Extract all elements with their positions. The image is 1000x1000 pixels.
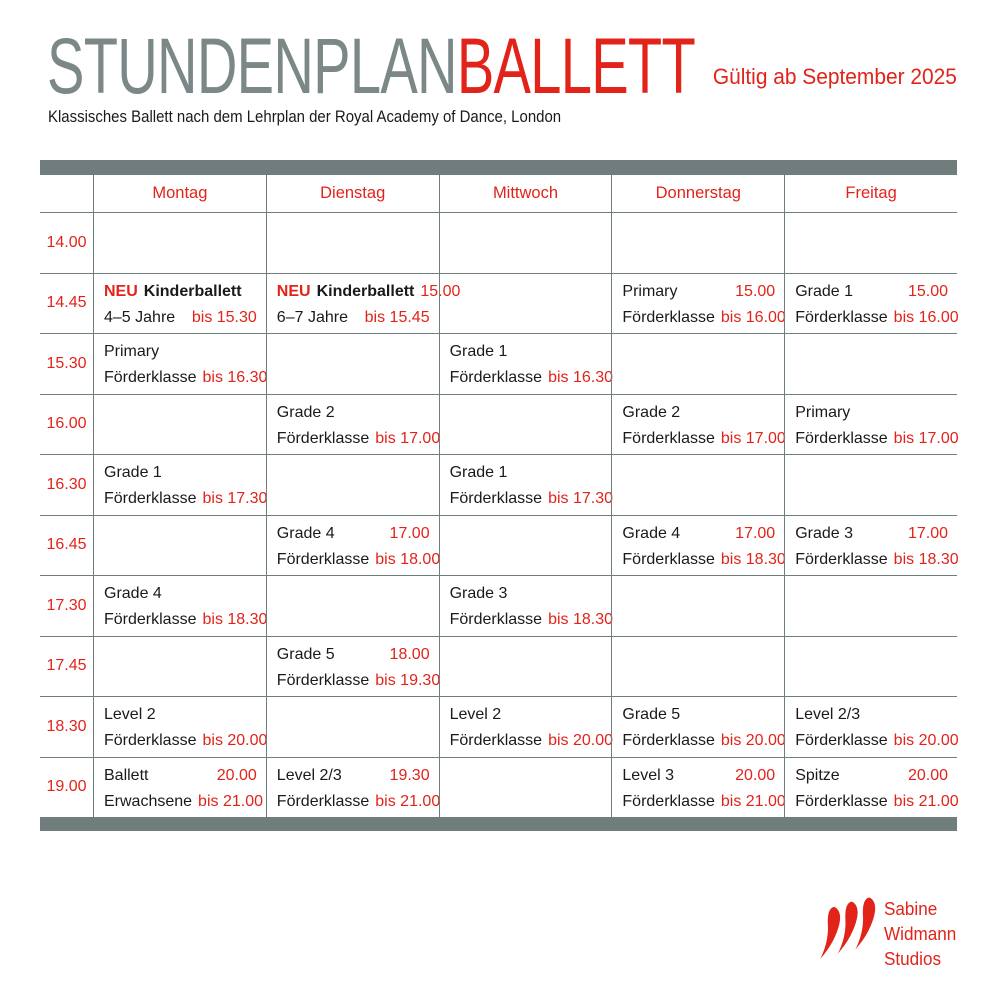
class-name: Grade 5 [622, 706, 681, 723]
class-name-group [104, 462, 162, 484]
detail-line [449, 488, 614, 510]
detail-line [104, 488, 268, 510]
class-detail: Förderklasse [276, 429, 370, 447]
class-name-group [795, 402, 850, 424]
end-time: bis 15.30 [191, 308, 257, 326]
schedule-cell [93, 213, 266, 273]
class-detail: Förderklasse [795, 308, 888, 326]
class-name: Level 2 [104, 706, 156, 723]
start-time: 18.00 [389, 645, 430, 663]
schedule-cell [439, 274, 612, 334]
time-label: 18.30 [46, 717, 87, 735]
schedule-cell [611, 334, 784, 394]
class-name: Grade 2 [276, 403, 335, 421]
detail-line [795, 549, 959, 571]
schedule-cell [439, 516, 612, 576]
end-time: bis 16.00 [720, 308, 786, 326]
schedule-cell [611, 637, 784, 697]
class-line [277, 402, 430, 424]
start-time: 15.00 [907, 282, 948, 300]
schedule-cell [439, 697, 612, 757]
schedule-cell [439, 758, 612, 818]
end-time: bis 19.30 [375, 671, 441, 689]
class-name: Grade 4 [276, 524, 335, 542]
schedule-cell [266, 213, 439, 273]
day-label: Montag [152, 184, 208, 202]
schedule-cell [611, 576, 784, 636]
start-time: 17.00 [907, 524, 948, 542]
end-time: bis 20.00 [893, 732, 959, 749]
detail-line [104, 609, 268, 631]
detail-line [795, 307, 959, 329]
time-label: 17.45 [46, 657, 87, 675]
studio-name-line3: Studios [884, 949, 942, 969]
class-name: Grade 1 [104, 464, 162, 481]
time-cell [40, 516, 93, 576]
class-line [795, 281, 948, 303]
class-line [450, 462, 603, 484]
class-name: Grade 2 [622, 403, 681, 421]
end-time: bis 16.30 [548, 369, 614, 386]
class-name-group [795, 765, 839, 787]
time-cell [40, 213, 93, 273]
class-line [104, 281, 257, 303]
class-line [277, 765, 430, 787]
class-name: Grade 4 [104, 585, 162, 602]
class-name: Grade 1 [449, 343, 508, 360]
schedule-cell [439, 395, 612, 455]
time-cell [40, 637, 93, 697]
end-time: bis 21.00 [720, 792, 786, 810]
day-header [784, 175, 957, 212]
class-line [622, 704, 775, 726]
end-time: bis 20.00 [548, 732, 614, 749]
class-line [277, 523, 430, 545]
schedule-cell [93, 455, 266, 515]
schedule-cell [439, 334, 612, 394]
class-line [795, 523, 948, 545]
schedule-cell [93, 334, 266, 394]
schedule-cell [266, 516, 439, 576]
detail-line [449, 367, 614, 389]
neu-badge: NEU [276, 282, 311, 300]
class-detail: Förderklasse [795, 550, 888, 568]
time-cell [40, 758, 93, 818]
class-name: Spitze [795, 766, 840, 784]
detail-line [622, 428, 786, 450]
schedule-cell [266, 697, 439, 757]
corner-cell [40, 175, 93, 212]
time-label: 14.00 [46, 233, 87, 251]
class-name: Grade 3 [795, 524, 853, 542]
table-row [40, 273, 957, 334]
schedule-cell [93, 516, 266, 576]
time-cell [40, 455, 93, 515]
detail-line [276, 670, 441, 692]
end-time: bis 17.30 [202, 490, 268, 507]
class-name: Primary [795, 403, 851, 421]
schedule-cell [611, 213, 784, 273]
class-name-group [450, 704, 502, 726]
detail-line [104, 730, 268, 752]
day-header [266, 175, 439, 212]
class-name-group [450, 583, 508, 605]
schedule-cell [266, 334, 439, 394]
end-time: bis 15.45 [364, 308, 430, 326]
class-name-group [277, 644, 335, 666]
end-time: bis 20.00 [202, 732, 268, 749]
table-row [40, 515, 957, 576]
day-header [93, 175, 266, 212]
class-name-group [104, 341, 159, 363]
schedule-cell [784, 516, 957, 576]
class-detail: Förderklasse [449, 611, 543, 628]
table-row [40, 696, 957, 757]
end-time: bis 17.30 [548, 490, 614, 507]
class-name: Grade 3 [449, 585, 508, 602]
end-time: bis 21.00 [893, 792, 959, 810]
schedule-cell [784, 455, 957, 515]
schedule-cell [439, 576, 612, 636]
studio-name-line1: Sabine [884, 899, 938, 919]
class-detail: Förderklasse [795, 429, 888, 447]
class-name: Primary [622, 282, 678, 300]
start-time: 17.00 [389, 524, 430, 542]
class-name-group [622, 281, 677, 303]
day-label: Mittwoch [492, 184, 559, 202]
end-time: bis 18.00 [375, 550, 441, 568]
schedule-cell [439, 455, 612, 515]
end-time: bis 18.30 [893, 550, 959, 568]
class-detail: 6–7 Jahre [276, 308, 348, 326]
detail-line [276, 549, 441, 571]
class-line [622, 523, 775, 545]
end-time: bis 16.00 [893, 308, 959, 326]
detail-line [622, 730, 786, 752]
schedule-cell [266, 576, 439, 636]
schedule-cell [93, 697, 266, 757]
schedule-cell [93, 637, 266, 697]
end-time: bis 21.00 [375, 792, 441, 810]
schedule-cell [611, 758, 784, 818]
class-name: Level 2/3 [795, 706, 861, 723]
time-label: 17.30 [46, 596, 87, 614]
detail-line [449, 609, 614, 631]
end-time: bis 17.00 [893, 429, 959, 447]
class-line [104, 704, 257, 726]
class-name-group [277, 402, 335, 424]
day-header [439, 175, 612, 212]
schedule-cell [784, 274, 957, 334]
class-line [104, 462, 257, 484]
class-line [104, 765, 257, 787]
class-name-group [277, 281, 415, 303]
end-time: bis 16.30 [202, 369, 268, 386]
table-row [40, 757, 957, 818]
class-line [104, 583, 257, 605]
class-name: Kinderballett [143, 282, 242, 300]
schedule-cell [93, 274, 266, 334]
class-name-group [795, 704, 860, 726]
detail-line [622, 307, 786, 329]
time-cell [40, 334, 93, 394]
schedule-cell [784, 637, 957, 697]
schedule-cell [266, 758, 439, 818]
class-detail: 4–5 Jahre [104, 308, 176, 326]
schedule-cell [611, 274, 784, 334]
detail-line [622, 549, 786, 571]
start-time: 20.00 [735, 766, 776, 784]
class-line [450, 583, 603, 605]
class-name-group [622, 402, 680, 424]
class-detail: Förderklasse [449, 490, 543, 507]
class-name-group [450, 462, 508, 484]
class-detail: Förderklasse [276, 550, 370, 568]
schedule-cell [266, 455, 439, 515]
class-detail: Förderklasse [104, 611, 197, 628]
start-time: 15.00 [420, 282, 461, 300]
class-detail: Förderklasse [449, 732, 543, 749]
detail-line [795, 791, 959, 813]
class-name: Level 3 [622, 766, 674, 784]
schedule-cell [611, 697, 784, 757]
schedule-table [40, 175, 957, 817]
day-label: Donnerstag [655, 184, 741, 202]
class-line [795, 765, 948, 787]
class-name: Grade 1 [449, 464, 508, 481]
class-name-group [104, 281, 242, 303]
table-row [40, 454, 957, 515]
class-detail: Förderklasse [622, 792, 715, 810]
class-detail: Förderklasse [622, 550, 715, 568]
detail-line [795, 428, 959, 450]
time-label: 19.00 [46, 778, 87, 796]
class-name-group [277, 523, 335, 545]
schedule-cell [93, 395, 266, 455]
time-cell [40, 576, 93, 636]
validity-note: Gültig ab September 2025 [712, 64, 957, 89]
class-name-group [104, 704, 156, 726]
start-time: 20.00 [216, 766, 257, 784]
day-header [611, 175, 784, 212]
class-name: Grade 1 [795, 282, 853, 300]
detail-line [104, 307, 257, 329]
class-line [622, 402, 775, 424]
table-row [40, 333, 957, 394]
time-cell [40, 697, 93, 757]
table-bottom-bar [40, 817, 957, 831]
class-name-group [277, 765, 342, 787]
class-line [450, 704, 603, 726]
detail-line [449, 730, 614, 752]
class-detail: Förderklasse [104, 490, 197, 507]
class-name-group [450, 341, 508, 363]
class-name: Level 2 [449, 706, 502, 723]
class-name-group [795, 281, 853, 303]
schedule-cell [439, 637, 612, 697]
end-time: bis 18.30 [202, 611, 268, 628]
detail-line [622, 791, 786, 813]
day-label: Freitag [845, 184, 897, 202]
time-label: 16.45 [46, 536, 87, 554]
class-line [795, 402, 948, 424]
title-word-stundenplan: STUNDENPLAN [47, 21, 457, 110]
time-label: 14.45 [46, 294, 87, 312]
schedule-cell [439, 213, 612, 273]
day-header-row [40, 175, 957, 212]
title-word-ballett: BALLETT [456, 21, 696, 110]
schedule-cell [611, 455, 784, 515]
class-name: Primary [104, 343, 160, 360]
end-time: bis 18.30 [548, 611, 614, 628]
class-name-group [622, 523, 680, 545]
schedule-cell [93, 576, 266, 636]
class-line [622, 281, 775, 303]
schedule-cell [266, 274, 461, 334]
class-name-group [104, 583, 162, 605]
class-detail: Förderklasse [622, 732, 715, 749]
studio-name-line2: Widmann [884, 924, 957, 944]
page-title [47, 21, 696, 110]
table-row [40, 575, 957, 636]
table-row [40, 212, 957, 273]
class-name-group [622, 765, 674, 787]
schedule-cell [266, 395, 439, 455]
class-detail: Förderklasse [795, 792, 888, 810]
class-detail: Förderklasse [276, 671, 370, 689]
schedule-cell [611, 516, 784, 576]
day-label: Dienstag [320, 184, 386, 202]
detail-line [276, 428, 441, 450]
class-name: Kinderballett [316, 282, 415, 300]
class-name: Grade 4 [622, 524, 681, 542]
start-time: 20.00 [907, 766, 948, 784]
class-line [104, 341, 257, 363]
schedule-cell [784, 758, 957, 818]
schedule-cell [784, 576, 957, 636]
time-label: 15.30 [46, 354, 87, 372]
schedule-cell [784, 395, 957, 455]
studio-name [884, 897, 956, 972]
class-name-group [622, 704, 680, 726]
detail-line [277, 307, 430, 329]
table-row [40, 636, 957, 697]
time-label: 16.00 [46, 415, 87, 433]
class-detail: Förderklasse [622, 308, 715, 326]
class-name: Level 2/3 [276, 766, 342, 784]
class-name: Grade 5 [276, 645, 335, 663]
table-row [40, 394, 957, 455]
end-time: bis 17.00 [375, 429, 441, 447]
schedule-cell [784, 697, 957, 757]
end-time: bis 20.00 [720, 732, 786, 749]
schedule-cell [611, 395, 784, 455]
end-time: bis 17.00 [720, 429, 786, 447]
neu-badge: NEU [104, 282, 138, 300]
class-line [277, 644, 430, 666]
class-line [622, 765, 775, 787]
class-line [795, 704, 948, 726]
start-time: 15.00 [735, 282, 776, 300]
end-time: bis 21.00 [198, 792, 263, 810]
schedule-cell [93, 758, 266, 818]
subtitle: Klassisches Ballett nach dem Lehrplan der Royal Academy of Dance, London [48, 107, 562, 126]
detail-line [104, 367, 268, 389]
class-line [276, 281, 461, 303]
detail-line [795, 730, 959, 752]
class-detail: Förderklasse [276, 792, 370, 810]
detail-line [276, 791, 441, 813]
class-detail: Förderklasse [104, 732, 197, 749]
detail-line [104, 791, 263, 813]
class-name-group [795, 523, 853, 545]
end-time: bis 18.30 [720, 550, 786, 568]
start-time: 19.30 [389, 766, 430, 784]
class-line [450, 341, 603, 363]
class-name: Ballett [104, 766, 149, 784]
schedule-cell [266, 637, 439, 697]
table-top-bar [40, 160, 957, 175]
time-cell [40, 274, 93, 334]
class-detail: Förderklasse [795, 732, 888, 749]
class-detail: Förderklasse [104, 369, 197, 386]
class-detail: Erwachsene [104, 792, 193, 810]
schedule-cell [784, 334, 957, 394]
class-detail: Förderklasse [449, 369, 543, 386]
schedule-cell [784, 213, 957, 273]
class-detail: Förderklasse [622, 429, 715, 447]
class-name-group [104, 765, 148, 787]
time-cell [40, 395, 93, 455]
brush-strokes-logo-icon [816, 896, 878, 960]
time-label: 16.30 [46, 475, 87, 493]
start-time: 17.00 [735, 524, 776, 542]
